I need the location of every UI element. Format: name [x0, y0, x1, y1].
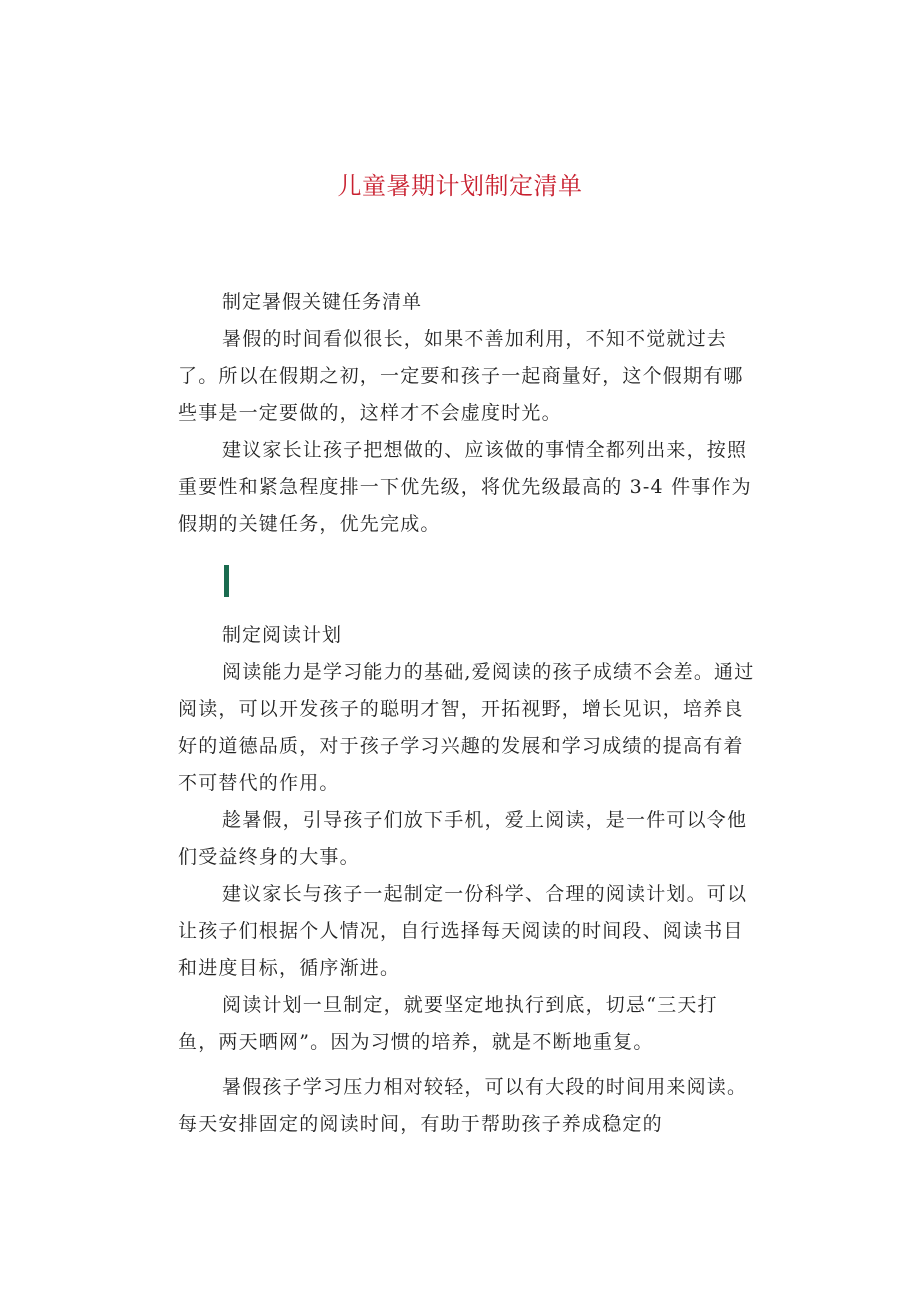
- paragraph: 建议家长与孩子一起制定一份科学、合理的阅读计划。可以让孩子们根据个人情况，自行选择每天阅读的时间段、阅读书目和进度目标，循序渐进。: [178, 883, 748, 979]
- paragraph: 阅读能力是学习能力的基础,爱阅读的孩子成绩不会差。通过阅读，可以开发孩子的聪明才智，开拓视野，增长见识，培养良好的道德品质，对于孩子学习兴趣的发展和学习成绩的提高有着不可替代的作用。: [178, 661, 755, 794]
- paragraph: 趁暑假，引导孩子们放下手机，爱上阅读，是一件可以令他们受益终身的大事。: [178, 809, 748, 868]
- section-divider-bar: [224, 565, 229, 597]
- section-reading-plan: [178, 617, 756, 1143]
- paragraph: 阅读计划一旦制定，就要坚定地执行到底，切忌“三天打鱼，两天晒网”。因为习惯的培养，就是不断地重复。: [178, 994, 718, 1053]
- section-heading: 制定阅读计划: [222, 624, 343, 646]
- paragraph: 暑假孩子学习压力相对较轻，可以有大段的时间用来阅读。每天安排固定的阅读时间，有助于帮助孩子养成稳定的: [178, 1076, 748, 1135]
- paragraph: 暑假的时间看似很长，如果不善加利用，不知不觉就过去了。所以在假期之初，一定要和孩子一起商量好，这个假期有哪些事是一定要做的，这样才不会虚度时光。: [178, 328, 744, 424]
- document-title: 儿童暑期计划制定清单: [337, 172, 583, 200]
- section-heading: 制定暑假关键任务清单: [222, 291, 423, 313]
- section-key-tasks: [178, 284, 756, 543]
- document-body: [178, 284, 756, 1143]
- paragraph: 建议家长让孩子把想做的、应该做的事情全都列出来，按照重要性和紧急程度排一下优先级，将优先级最高的 3-4 件事作为假期的关键任务，优先完成。: [178, 439, 752, 535]
